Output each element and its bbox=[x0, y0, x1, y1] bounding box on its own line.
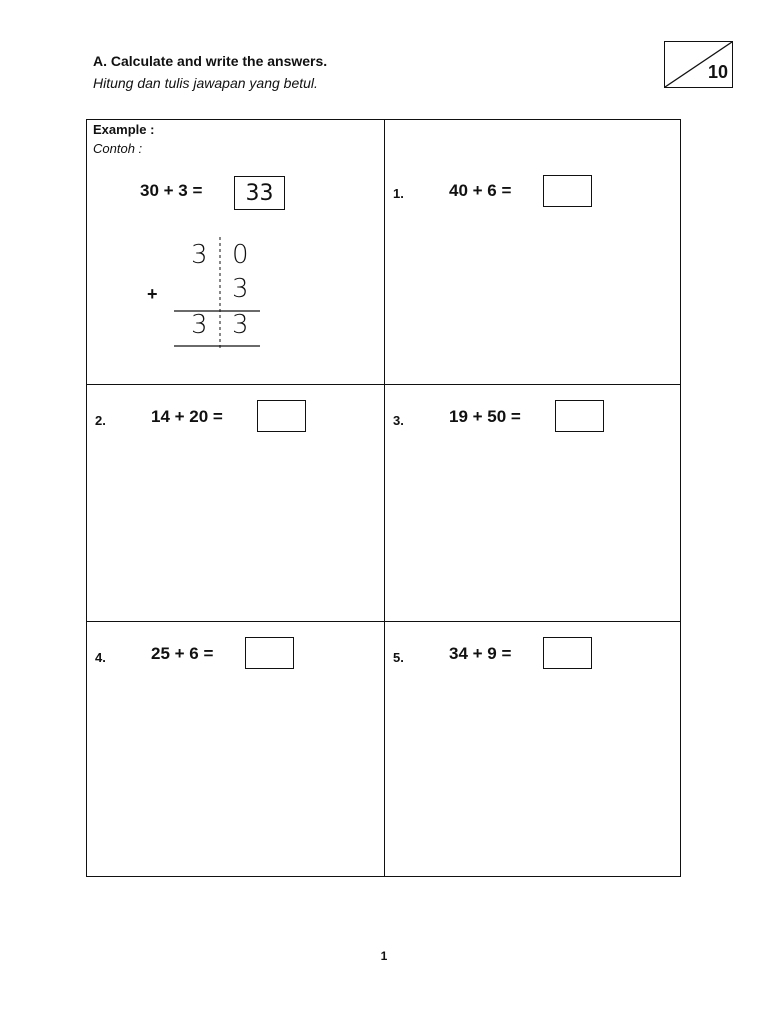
example-answer: 33 bbox=[245, 180, 274, 206]
question-3-answer-box[interactable] bbox=[555, 400, 604, 432]
question-4-answer-box[interactable] bbox=[245, 637, 294, 669]
work-row1-tens: 3 bbox=[191, 240, 208, 270]
example-label-ms: Contoh : bbox=[93, 141, 143, 156]
question-5-answer-box[interactable] bbox=[543, 637, 592, 669]
question-1-answer-box[interactable] bbox=[543, 175, 592, 207]
question-4-equation: 25 + 6 = bbox=[151, 644, 214, 663]
question-5-cell bbox=[385, 622, 682, 878]
work-result-tens: 3 bbox=[191, 310, 208, 340]
question-2-answer-box[interactable] bbox=[257, 400, 306, 432]
question-2-cell bbox=[87, 385, 384, 621]
question-4-number: 4. bbox=[95, 650, 106, 665]
example-cell bbox=[87, 120, 384, 384]
question-3-equation: 19 + 50 = bbox=[449, 407, 521, 426]
question-2-equation: 14 + 20 = bbox=[151, 407, 223, 426]
page-number: 1 bbox=[380, 949, 388, 963]
question-1-number: 1. bbox=[393, 186, 404, 201]
question-1-cell bbox=[385, 120, 682, 384]
work-row2-ones: 3 bbox=[232, 274, 249, 304]
question-1-equation: 40 + 6 = bbox=[449, 181, 512, 200]
work-operator: + bbox=[147, 284, 158, 304]
question-4-cell bbox=[87, 622, 384, 878]
question-grid bbox=[86, 119, 681, 877]
example-column-work bbox=[147, 232, 267, 357]
question-3-number: 3. bbox=[393, 413, 404, 428]
section-subtitle: Hitung dan tulis jawapan yang betul. bbox=[93, 75, 318, 91]
example-equation: 30 + 3 = bbox=[140, 181, 203, 200]
score-total: 10 bbox=[707, 62, 728, 82]
example-label: Example : bbox=[93, 122, 155, 137]
work-result-ones: 3 bbox=[232, 310, 249, 340]
question-2-number: 2. bbox=[95, 413, 106, 428]
question-3-cell bbox=[385, 385, 682, 621]
score-box bbox=[664, 41, 733, 88]
question-5-number: 5. bbox=[393, 650, 404, 665]
work-row1-ones: 0 bbox=[232, 240, 249, 270]
question-5-equation: 34 + 9 = bbox=[449, 644, 512, 663]
example-answer-box bbox=[234, 176, 285, 210]
section-title: A. Calculate and write the answers. bbox=[93, 53, 328, 69]
